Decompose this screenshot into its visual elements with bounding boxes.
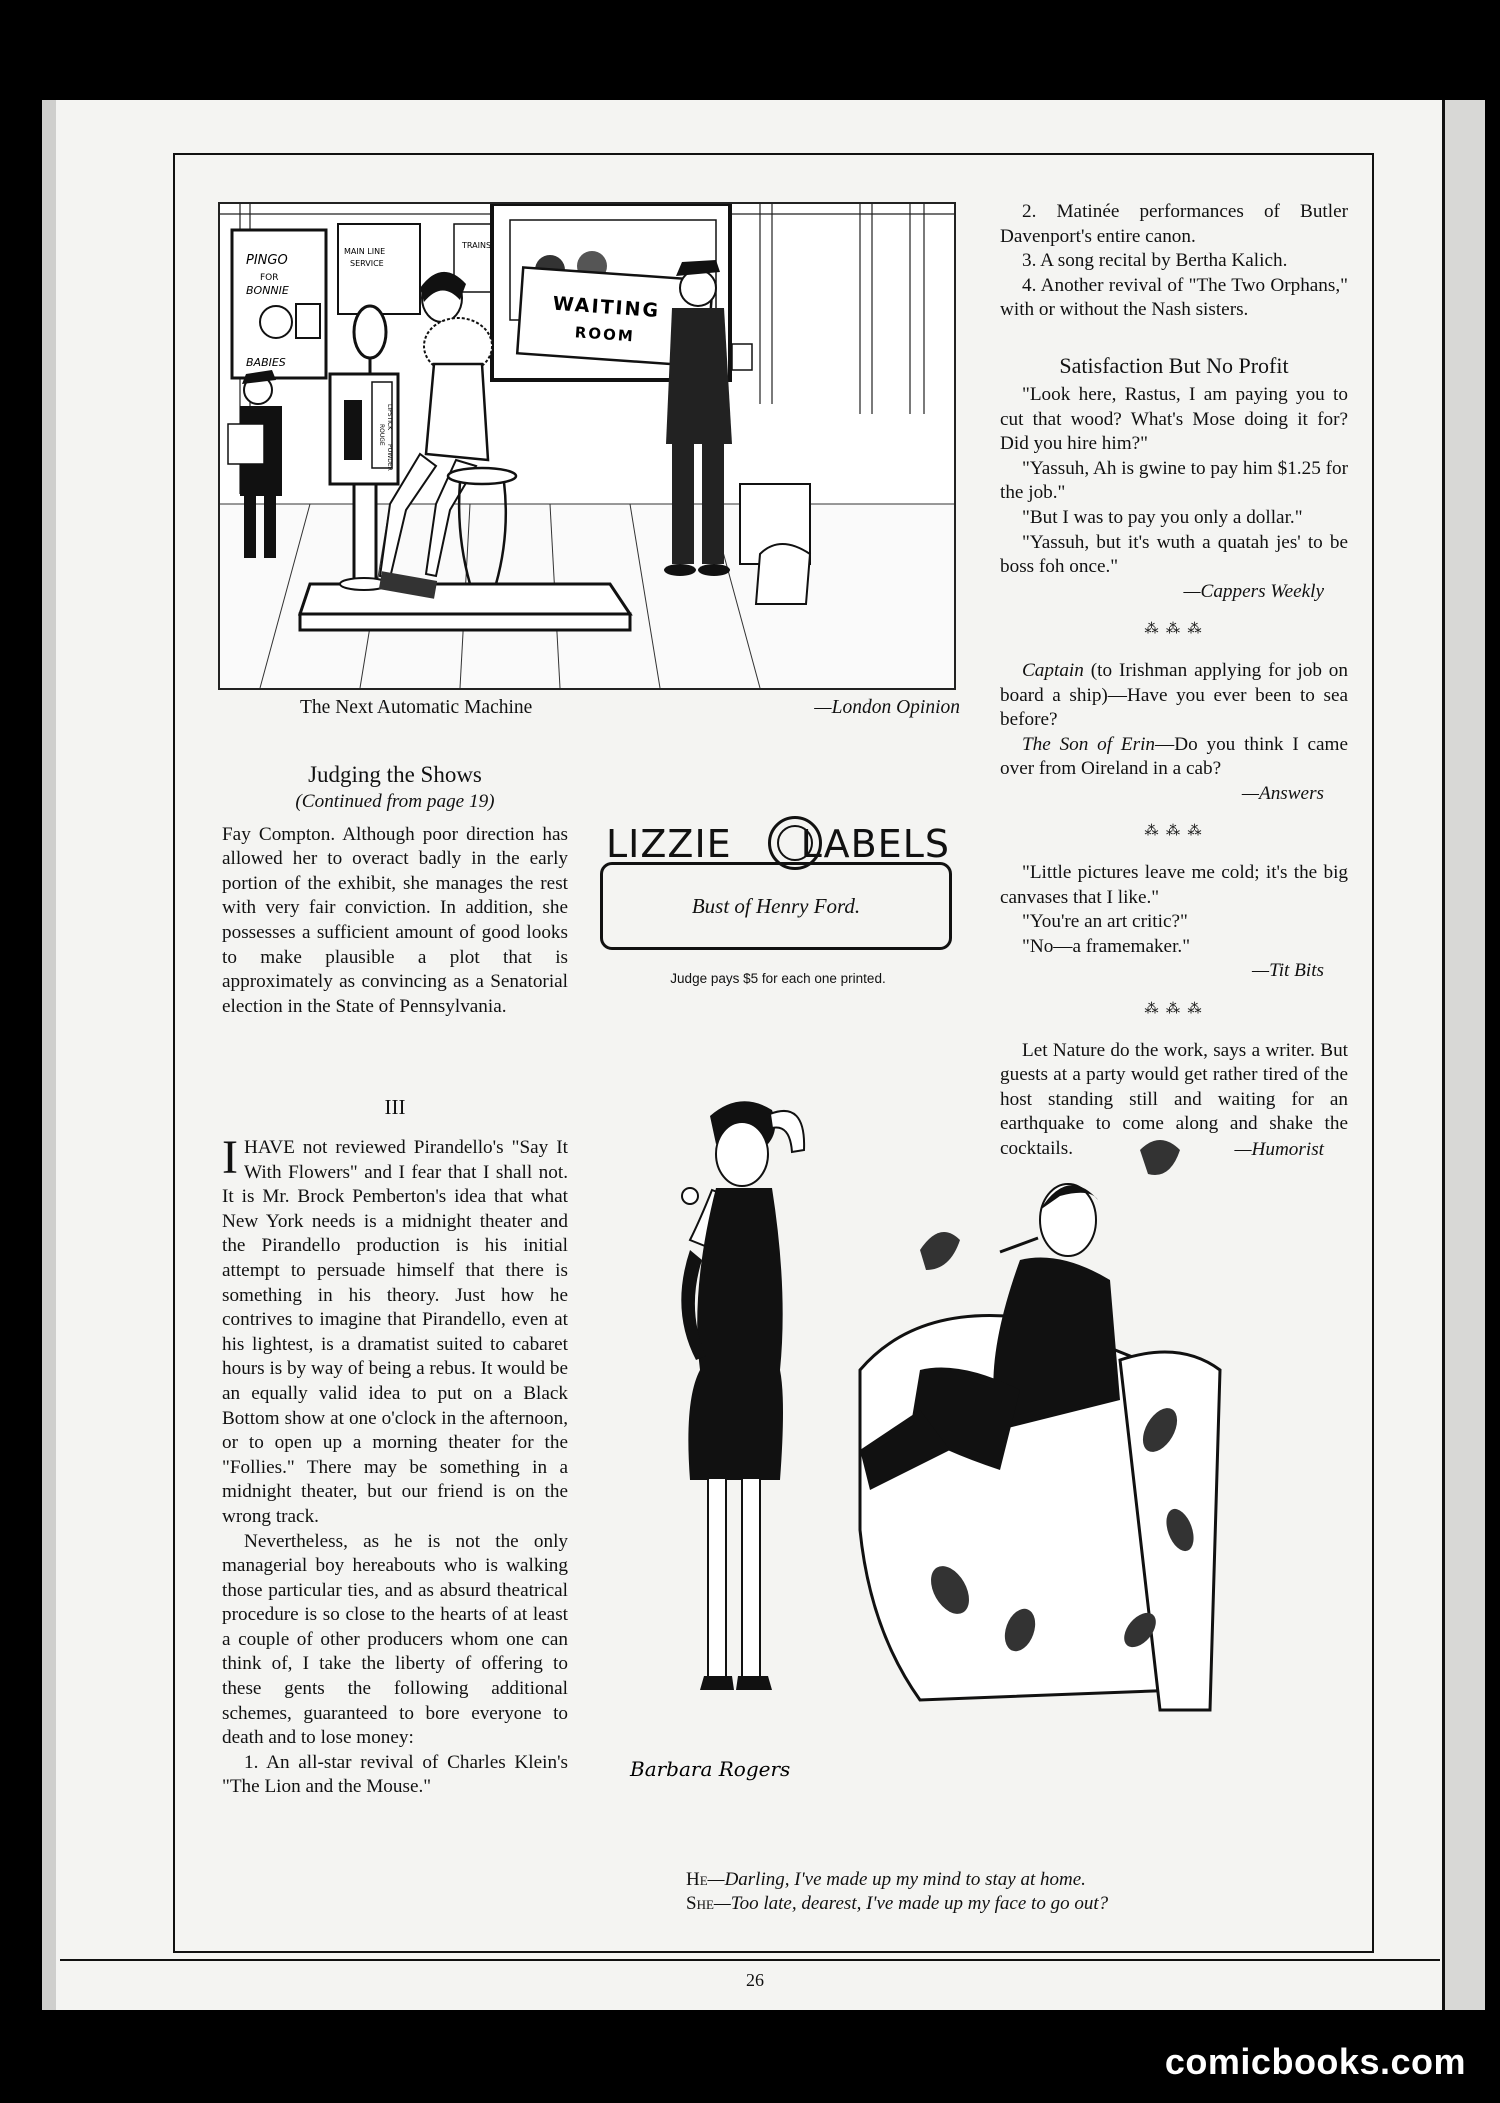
article-column-top [222, 760, 568, 1019]
list-item-3: 3. A song recital by Bertha Kalich. [1022, 250, 1288, 272]
separator-stars: ⁂ ⁂ ⁂ [1144, 622, 1204, 638]
bottom-rule [60, 1959, 1440, 1961]
drop-cap: I [222, 1131, 238, 1184]
joke-4-source: —Humorist [1234, 1138, 1324, 1160]
list-item-2: 2. Matinée performances of Butler Davenport's entire canon. [1000, 201, 1348, 247]
para-2-body: not reviewed Pirandello's "Say It With Flowers" and I fear that I shall not. It is Mr. Brock Pemberton's idea that what New York needs is a midnight theater and the Pirandello production is his initial attempt to persuade himself that there is something in his theory. Just how he contrives to imagine that Pirandello, even at his lightest, is a dramatist suited to cabaret hours is by way of being a rebus. It would be an equally valid idea to put on a Black Bottom show at one o'clock in the afternoon, or to open up a morning theater for the "Follies." There may be something in a midnight theater, but our friend is on the wrong track. [222, 1137, 568, 1527]
caption-title: The Next Automatic Machine [300, 697, 533, 718]
joke-2-captain-text: (to Irishman applying for job on board a ship)—Have you ever been to sea before? [1000, 659, 1348, 731]
machine-label-lipstick: LIPSTICK [386, 404, 393, 431]
joke-1-line-3: "But I was to pay you only a dollar." [1022, 506, 1303, 528]
joke-3-line-1: "Little pictures leave me cold; it's the big canvases that I like." [1000, 862, 1348, 908]
poster-bonnie: BONNIE [246, 284, 289, 297]
cartoon-couple [620, 1070, 1362, 1840]
joke-1-line-1: "Look here, Rastus, I am paying you to cut that wood? What's Mose doing it for? Did you hire him?" [1000, 383, 1348, 455]
joke-4-text: Let Nature do the work, says a writer. But guests at a party would get rather tired of the host standing still and waiting for an earthquake to come along and shake the cocktails. [1000, 1039, 1348, 1159]
article-column-bottom [222, 1092, 568, 1800]
caption-he-line [686, 1868, 1306, 1892]
caption-source: —London Opinion [814, 697, 960, 718]
joke-3-source: —Tit Bits [1252, 960, 1324, 982]
para-2-lead: HAVE [243, 1137, 295, 1158]
cartoon-couple-caption [686, 1868, 1306, 1916]
machine-label-rouge: ROUGE [378, 424, 385, 446]
joke-2-source: —Answers [1241, 782, 1324, 804]
article-para-3: Nevertheless, as he is not the only managerial boy hereabouts who is walking those particular ties, and as absurd theatrical procedure is so close to the hearts of at least a couple of other producers whom one can think of, I take the liberty of offering to these gents the following additional schemes, guaranteed to bore everyone to death and to lose money: [222, 1530, 568, 1749]
joke-2-line-2 [1000, 733, 1348, 782]
poster-main-line: MAIN LINE [344, 247, 386, 256]
poster-pingo: PINGO [246, 253, 288, 268]
sign-waiting: WAITING [552, 292, 661, 323]
separator-stars: ⁂ ⁂ ⁂ [1144, 824, 1204, 840]
article-continued: (Continued from page 19) [295, 791, 495, 812]
article-item-1: 1. An all-star revival of Charles Klein's "The Lion and the Mouse." [222, 1751, 568, 1798]
sign-room: ROOM [574, 323, 636, 346]
cartoon-caption [300, 697, 960, 719]
page-number: 26 [746, 1970, 764, 1990]
article-para-2 [222, 1131, 568, 1530]
speaker-she: She [686, 1893, 714, 1914]
lizzie-payment-note: Judge pays $5 for each one printed. [670, 971, 886, 986]
list-item-4: 4. Another revival of "The Two Orphans," with or without the Nash sisters. [1000, 274, 1348, 321]
he-dialogue: —Darling, I've made up my mind to stay at home. [707, 1869, 1086, 1890]
page-gutter-left [42, 100, 56, 2010]
joke-2-captain: Captain [1022, 659, 1084, 681]
joke-2-son: The Son of Erin [1022, 733, 1156, 755]
separator-stars: ⁂ ⁂ ⁂ [1144, 1002, 1204, 1018]
joke-2-line-1 [1000, 659, 1348, 733]
labels-word: LABELS [800, 822, 950, 866]
site-watermark: comicbooks.com [1164, 2041, 1466, 2082]
caption-she-line [686, 1892, 1306, 1916]
cartoon-couple-illustration [620, 1070, 1362, 1840]
joke-title-satisfaction: Satisfaction But No Profit [1059, 352, 1289, 378]
cartoon-automatic-machine [218, 202, 956, 690]
artist-signature: Barbara Rogers [630, 1757, 791, 1781]
page-gutter-right [1442, 100, 1485, 2010]
right-column [1000, 200, 1348, 1162]
joke-2-son-text: —Do you think I came over from Oireland in a cab? [1000, 733, 1348, 780]
joke-1-line-4: "Yassuh, but it's wuth a quatah jes' to be boss foh once." [1000, 531, 1348, 578]
she-dialogue: —Too late, dearest, I've made up my face to go out? [713, 1893, 1109, 1914]
joke-1-source: —Cappers Weekly [1183, 580, 1324, 602]
lizzie-label-entry: Bust of Henry Ford. [600, 862, 952, 950]
machine-label-powder: POWDER [386, 444, 393, 471]
lizzie-labels-box [598, 810, 958, 1000]
poster-for: FOR [260, 273, 279, 283]
poster-trains: TRAINS [462, 241, 492, 250]
cartoon-station-illustration [220, 204, 954, 688]
poster-service: SERVICE [350, 259, 384, 268]
joke-3-line-2: "You're an art critic?" [1022, 911, 1188, 933]
joke-3-line-3: "No—a framemaker." [1022, 935, 1191, 957]
lizzie-word: LIZZIE [606, 822, 732, 866]
article-title: Judging the Shows [308, 762, 482, 787]
poster-babies: BABIES [246, 356, 286, 369]
section-numeral: III [384, 1095, 406, 1119]
article-para-1: Fay Compton. Although poor direction has allowed her to overact badly in the early portion of the exhibit, she manages the rest with very fair conviction. In addition, she possesses a sufficient amount of good looks to make plausible a plot that is approximately as convincing as a Senatorial election in the State of Pennsylvania. [222, 823, 568, 1017]
joke-1-line-2: "Yassuh, Ah is gwine to pay him $1.25 for the job." [1000, 457, 1348, 504]
speaker-he: He [686, 1869, 708, 1890]
